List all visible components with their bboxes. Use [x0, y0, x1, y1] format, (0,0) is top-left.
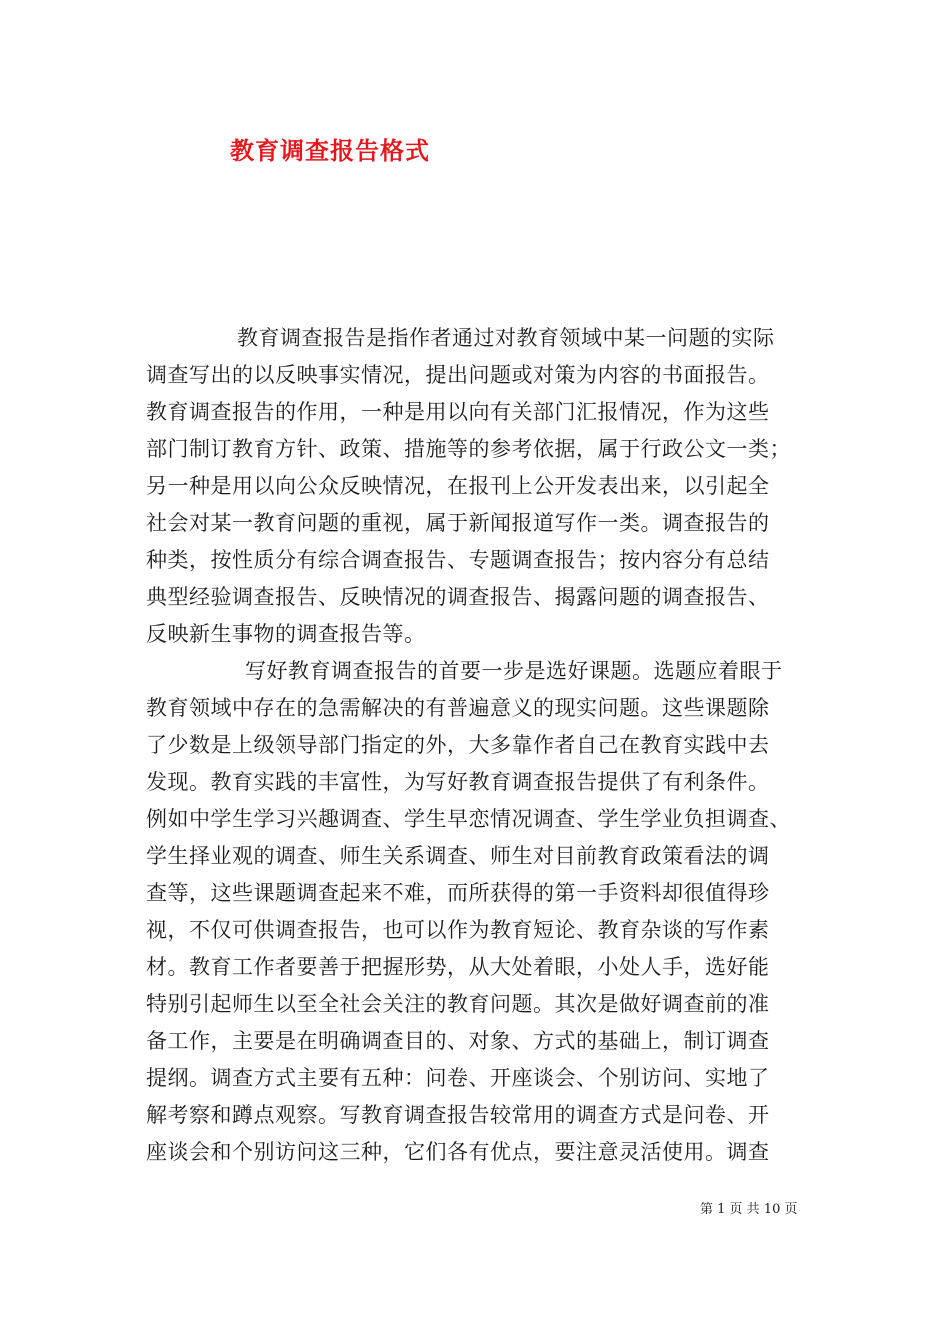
paragraph-2-line: 座谈会和个别访问这三种，它们各有优点，要注意灵活使用。调查 — [146, 1140, 770, 1164]
paragraph-1-line: 教育调查报告是指作者通过对教育领域中某一问题的实际 — [237, 326, 775, 350]
document-title: 教育调查报告格式 — [230, 136, 430, 165]
paragraph-2-line: 查等，这些课题调查起来不难，而所获得的第一手资料却很值得珍 — [146, 881, 770, 905]
paragraph-1-line: 调查写出的以反映事实情况，提出问题或对策为内容的书面报告。 — [146, 363, 770, 387]
paragraph-2-line: 学生择业观的调查、师生关系调查、师生对目前教育政策看法的调 — [146, 844, 770, 868]
paragraph-1-line: 种类，按性质分有综合调查报告、专题调查报告；按内容分有总结 — [146, 548, 770, 572]
paragraph-2-line: 教育领域中存在的急需解决的有普遍意义的现实问题。这些课题除 — [146, 696, 770, 720]
paragraph-1-line: 反映新生事物的调查报告等。 — [146, 622, 426, 646]
paragraph-2-line: 备工作，主要是在明确调查目的、对象、方式的基础上，制订调查 — [146, 1029, 770, 1053]
paragraph-1-line: 典型经验调查报告、反映情况的调查报告、揭露问题的调查报告、 — [146, 585, 770, 609]
paragraph-2-line: 例如中学生学习兴趣调查、学生早恋情况调查、学生学业负担调查、 — [146, 807, 791, 831]
paragraph-2-line: 材。教育工作者要善于把握形势，从大处着眼，小处人手，选好能 — [146, 955, 770, 979]
paragraph-2-line: 视，不仅可供调查报告，也可以作为教育短论、教育杂谈的写作素 — [146, 918, 770, 942]
paragraph-1-line: 社会对某一教育问题的重视，属于新闻报道写作一类。调查报告的 — [146, 511, 770, 535]
paragraph-2-line: 特别引起师生以至全社会关注的教育问题。其次是做好调查前的准 — [146, 992, 770, 1016]
paragraph-2-line: 了少数是上级领导部门指定的外，大多靠作者自己在教育实践中去 — [146, 733, 770, 757]
paragraph-2-line: 写好教育调查报告的首要一步是选好课题。选题应着眼于 — [245, 659, 783, 683]
paragraph-1-line: 部门制订教育方针、政策、措施等的参考依据，属于行政公文一类； — [146, 437, 791, 461]
paragraph-2-line: 提纲。调查方式主要有五种：问卷、开座谈会、个别访问、实地了 — [146, 1066, 770, 1090]
paragraph-2-line: 发现。教育实践的丰富性，为写好教育调查报告提供了有利条件。 — [146, 770, 770, 794]
page-number-footer: 第 1 页 共 10 页 — [700, 1202, 798, 1217]
document-body — [146, 320, 816, 1171]
paragraph-1-line: 教育调查报告的作用，一种是用以向有关部门汇报情况，作为这些 — [146, 400, 770, 424]
paragraph-2-line: 解考察和蹲点观察。写教育调查报告较常用的调查方式是问卷、开 — [146, 1103, 770, 1127]
paragraph-1-line: 另一种是用以向公众反映情况，在报刊上公开发表出来，以引起全 — [146, 474, 770, 498]
